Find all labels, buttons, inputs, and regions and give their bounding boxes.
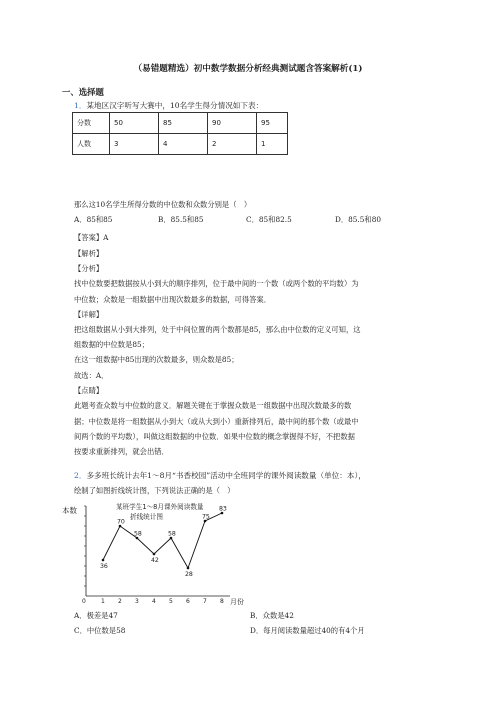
table-cell: 4 [159,134,208,155]
table-cell: 1 [257,134,288,155]
q2-stem-line: 多多班长统计去年1～8月“书香校园”活动中全班同学的课外阅读数量（单位：本）， [86,471,366,480]
chart-subtitle: 折线统计图 [130,513,163,521]
q2-stem-row [74,470,366,481]
q1-question: 那么这10名学生所得分数的中位数和众数分别是（ ） [74,200,252,209]
x-tick-label: 2 [118,598,122,605]
q1-comment-line: 按要求重新排列，就会出错． [74,447,169,456]
q2-number: 2． [74,471,87,480]
x-tick-label: 4 [152,598,156,605]
line-chart [60,496,270,608]
q1-option-a: A．85和85 [74,215,113,224]
table-cell: 95 [257,113,288,134]
x-axis-label: 月份 [230,598,244,606]
q2-option-b: B．众数是42 [250,611,294,620]
x-tick-label: 6 [186,598,190,605]
x-tick-label: 1 [101,598,105,605]
x-tick-label: 3 [135,598,139,605]
q1-comment-line: 据；中位数是将一组数据从小到大（或从大到小）重新排列后，最中间的那个数（或最中 [74,417,359,426]
data-label: 58 [134,530,142,538]
q1-jiexi-heading: 【解析】 [74,249,104,258]
table-cell: 2 [208,134,257,155]
q1-option-b: B．85.5和85 [158,215,204,224]
section-heading: 一、选择题 [62,87,104,97]
x-tick-label: 8 [220,598,224,605]
x-tick-label: 5 [169,598,173,605]
q2-stem-line: 绘制了如图折线统计图，下列说法正确的是（ ） [74,486,235,495]
q1-comment-heading: 【点睛】 [74,386,104,395]
table-row [73,113,288,134]
data-label: 83 [219,505,227,513]
q1-stem-row [74,100,263,111]
x-tick-label: 0 [82,598,86,605]
q1-answer: 【答案】A [74,233,109,242]
q2-option-d: D．每月阅读数量超过40的有4个月 [250,626,365,635]
q1-detail-line: 把这组数据从小到大排列，处于中间位置的两个数都是85，那么由中位数的定义可知，这 [74,325,361,334]
x-tick-label: 7 [203,598,207,605]
data-label: 58 [168,530,176,538]
q1-detail-line: 在这一组数据中85出现的次数最多，则众数是85； [74,355,239,364]
data-label: 70 [117,518,125,526]
q1-detail-line: 故选：A． [74,371,109,380]
table-cell: 人数 [73,134,110,155]
document-title: （易错题精选）初中数学数据分析经典测试题含答案解析(1) [133,64,363,74]
q1-fenxi-line: 找中位数要把数据按从小到大的顺序排列，位于最中间的一个数（或两个数的平均数）为 [74,279,359,288]
q1-number: 1． [74,101,87,110]
table-cell: 分数 [73,113,110,134]
table-cell: 3 [110,134,159,155]
chart-title: 某班学生1～8月课外阅读数量 [116,503,204,511]
data-point [153,553,156,556]
data-label: 75 [202,513,210,521]
q1-comment-line: 间两个数的平均数），叫做这组数据的中位数．如果中位数的概念掌握得不好，不把数据 [74,432,355,441]
data-point [187,567,190,570]
q1-comment-line: 此题考查众数与中位数的意义．解题关键在于掌握众数是一组数据中出现次数最多的数 [74,401,352,410]
q2-option-a: A．极差是47 [74,611,118,620]
q1-detail-heading: 【详解】 [74,310,104,319]
q1-fenxi-line: 中位数；众数是一组数据中出现次数最多的数据，可得答案． [74,295,272,304]
y-axis-label: 本数 [62,506,77,515]
q1-option-d: D．85.5和80 [335,215,381,224]
q1-stem: 某地区汉字听写大赛中，10名学生得分情况如下表： [86,101,264,110]
score-table [72,112,288,155]
data-point [102,559,105,562]
q1-fenxi-heading: 【分析】 [74,264,104,273]
data-label: 28 [185,571,193,578]
data-label: 42 [151,557,159,564]
q1-detail-line: 组数据的中位数是85； [74,340,149,349]
table-cell: 85 [159,113,208,134]
table-cell: 50 [110,113,159,134]
q1-option-c: C．85和82.5 [246,215,292,224]
table-row [73,134,288,155]
q2-option-c: C．中位数是58 [74,626,126,635]
table-cell: 90 [208,113,257,134]
data-label: 36 [100,563,108,570]
